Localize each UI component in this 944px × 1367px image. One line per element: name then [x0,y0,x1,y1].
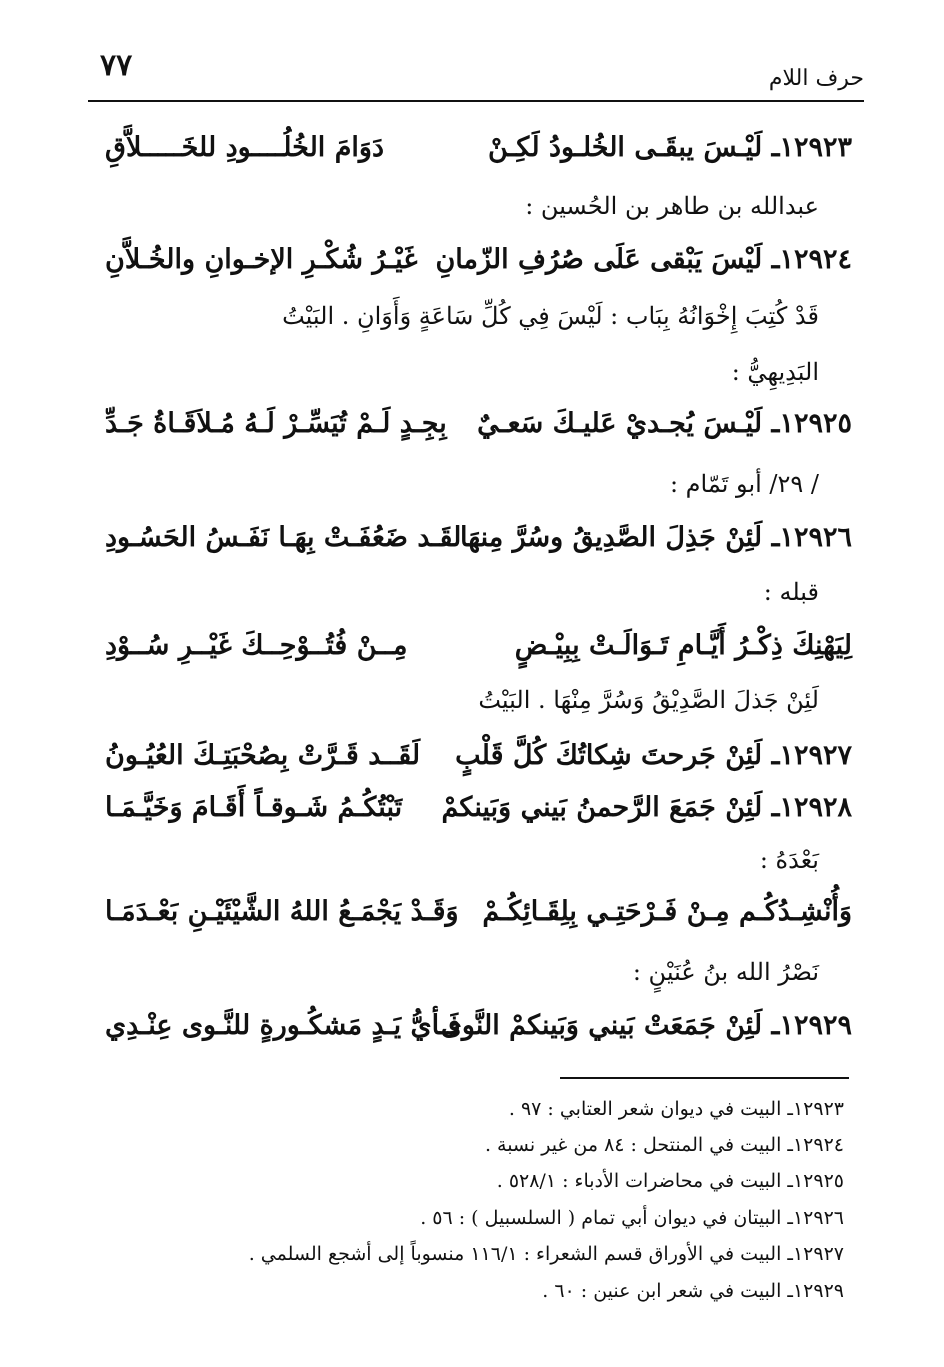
verse-second-hemistich: تَبْتُكُـمُ شَـوقـاً أَقَـامَ وَخَيَّـمَـا [105,792,403,823]
verse-first-hemistich: ١٢٩٢٦ـ لَئِنْ جَذِلَ الصَّدِيقُ وسُرَّ مِنهَا [459,522,852,553]
verse-first-hemistich: ١٢٩٢٥ـ لَيْـسَ يُجـديْ عَليـكَ سَعـيٌ [477,408,852,439]
footnote: ١٢٩٢٩ـ البيت في شعر ابن عنين : ٦٠ . [542,1280,844,1302]
prose-line: عبدالله بن طاهر بن الحُسين : [525,192,819,220]
footnote: ١٢٩٢٥ـ البيت في محاضرات الأدباء : ٥٢٨/١ . [496,1170,844,1192]
prose-line: / ٢٩/ أبو تَمّام : [669,470,819,498]
prose-line: بَعْدَهُ : [759,846,819,874]
verse-first-hemistich: ١٢٩٢٤ـ لَيْسَ يَبْقى عَلَى صُرُفِ الزّمانِ [435,244,852,275]
footnote: ١٢٩٢٧ـ البيت في الأوراق قسم الشعراء : ١١٦/١ منسوباً إلى أشجع السلمي . [248,1243,844,1265]
footnote: ١٢٩٢٤ـ البيت في المنتحل : ٨٤ من غير نسبة . [484,1134,844,1156]
header-rule [88,100,864,102]
verse-second-hemistich: فَـأيُّ يَـدٍ مَشكُـورةٍ للنَّـوى عِنْـدِي [105,1010,461,1041]
verse-line [105,132,852,176]
prose-line: قَدْ كُتِبَ إِخْوَانُهُ بِبَاب : لَيْسَ فِي كُلِّ سَاعَةٍ وَأَوَانِ . البَيْتُ [282,302,819,330]
verse-line [105,244,852,288]
verse-second-hemistich: بِجِـدٍ لَـمْ تُيَسِّـرْ لَـهُ مُـلاَقَـاةُ جَـدِّ [105,408,447,439]
prose-line: لَئِنْ جَذلَ الصَّدِيْقُ وَسُرَّ مِنْهَا . البَيْتُ [478,686,819,714]
prose-line: البَدِيهِيُّ : [731,358,819,386]
section-title: حرف اللام [768,66,864,91]
verse-first-hemistich: لِيَهْنِكَ ذِكْـرُ أَيَّـامِ تَـوَالَـتْ بِبِيْـضٍ [514,630,852,661]
verse-second-hemistich: دَوَامَ الخُلُــــودِ للخَـــــلاَّقِ [105,132,384,163]
verse-second-hemistich: مِــنْ فُتُــوْحِــكَ غَيْــرِ سُــوْدِ [105,630,408,661]
verse-line [105,740,852,784]
prose-line: نَصْرُ الله بنُ عُنَيْنٍ : [632,958,819,986]
verse-second-hemistich: لقَـد ضَعُفَـتْ بِهَـا نَفَـسُ الحَسُـودِ [105,522,462,553]
verse-line [105,630,852,674]
verse-first-hemistich: ١٢٩٢٨ـ لَئِنْ جَمَعَ الرَّحمنُ بَيني وَبَينكمْ [441,792,852,823]
footnote-rule [560,1077,849,1079]
footnote: ١٢٩٢٣ـ البيت في ديوان شعر العتابي : ٩٧ . [508,1098,844,1120]
verse-second-hemistich: غَيْـرُ شُكْـرِ الإخـوانِ والخُـلاَّنِ [105,244,418,275]
verse-line [105,792,852,836]
verse-first-hemistich: ١٢٩٢٧ـ لَئِنْ جَرحتَ شِكاتُكَ كُلَّ قَلْبٍ [455,740,852,771]
verse-line [105,522,852,566]
verse-first-hemistich: وَأُنْشِـدُكُـم مِـنْ فَـرْحَتِـي بِلِقَـائِكُـمْ [482,896,852,927]
verse-second-hemistich: لَقَــد قَـرَّتْ بِصُحْبَتِـكَ العُيُـونُ [105,740,421,771]
prose-line: قبله : [763,578,819,606]
verse-line [105,896,852,940]
verse-second-hemistich: وَقَـدْ يَجْمَـعُ اللهُ الشَّيْئَيْـنِ بَعْـدَمَـا [105,896,459,927]
verse-line [105,1010,852,1054]
footnote: ١٢٩٢٦ـ البيتان في ديوان أبي تمام ( السلسبيل ) : ٥٦ . [420,1207,844,1229]
verse-first-hemistich: ١٢٩٢٣ـ لَيْـسَ يبقَـى الخُلـودُ لَكِـنْ [487,132,852,163]
verse-line [105,408,852,452]
page-number: ٧٧ [100,48,133,83]
verse-first-hemistich: ١٢٩٢٩ـ لَئِنْ جَمَعَتْ بَيني وَبَينكمْ النَّوى [440,1010,852,1041]
